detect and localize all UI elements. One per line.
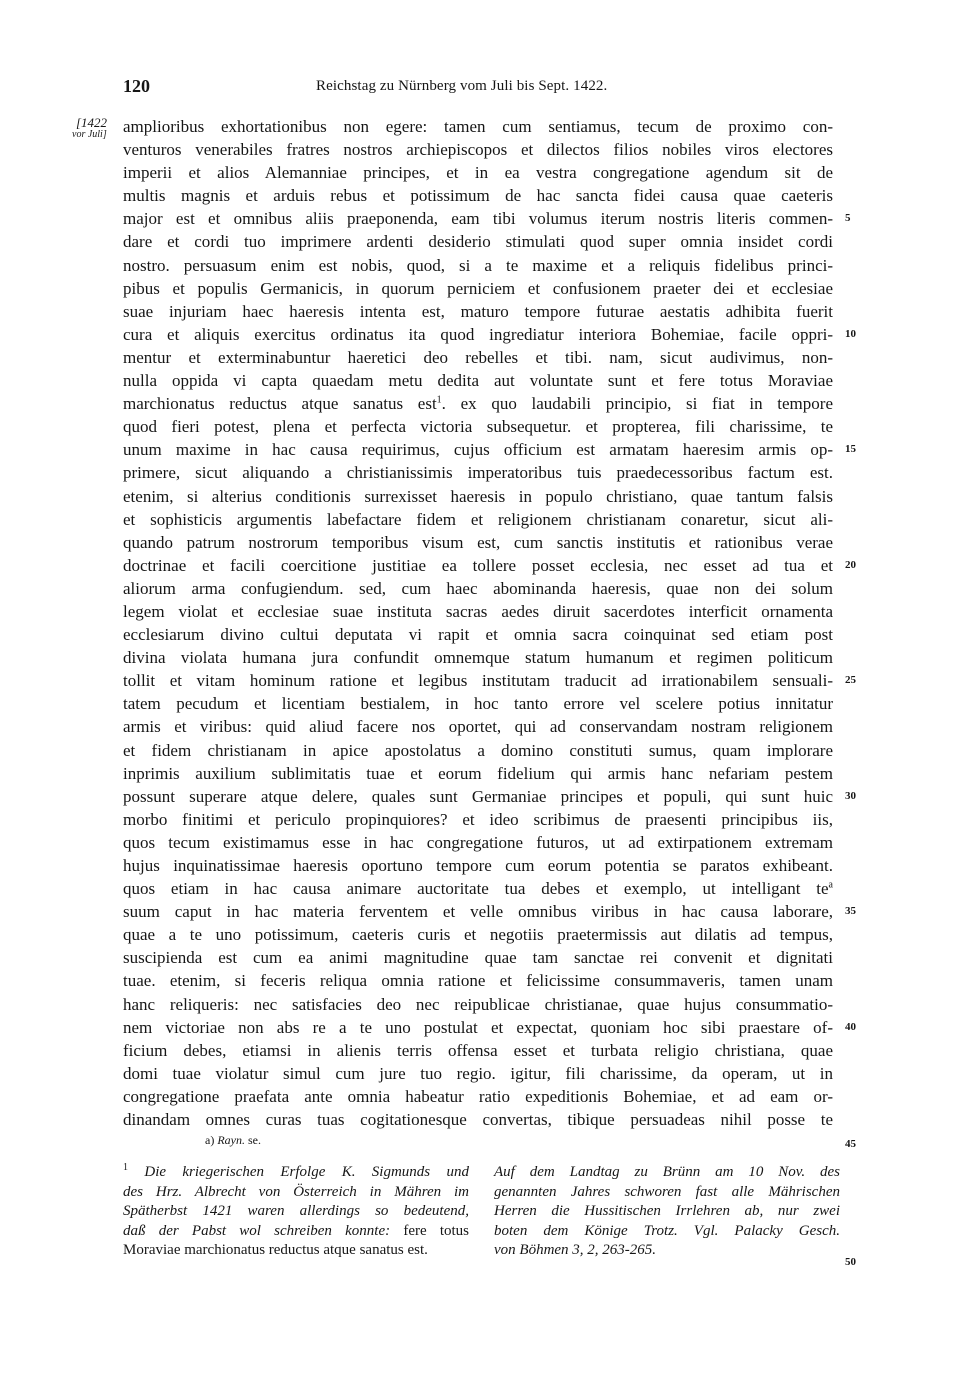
footnote-right-column — [494, 1163, 840, 1261]
text-line-42: domi tuae violatur simul cum jure tuo regio. igitur, fili charissime, da operam, ut in — [123, 1063, 833, 1083]
text-line-31: morbo finitimi et periculo propinquiores? et ideo scribimus de praesenti principibus iis, — [123, 809, 833, 829]
line-number-15: 15 — [845, 443, 856, 455]
footnote-line-4-quote: fere totus — [403, 1222, 470, 1239]
footnote-line-4-italic: daß der Pabst wol schreiben konnte: — [123, 1222, 391, 1239]
footnote-right-line-4: boten dem Könige Trotz. Vgl. Palacky Gesch. — [494, 1222, 840, 1239]
line-number-35: 35 — [845, 905, 856, 917]
text-line-38: tuae. etenim, si feceris reliqua omnia ratione et felicissime consummaveris, tamen unam — [123, 971, 833, 991]
footnote-right-line-5: von Böhmen 3, 2, 263-265. — [494, 1242, 657, 1259]
text-line-23: ecclesiarum divino cultui deputata vi rapit et omnia sacra coinquinat sed etiam post — [123, 625, 833, 645]
text-line-34-text: quos etiam in hac causa animare auctoritate tua debes et exemplo, ut intelligant te — [123, 879, 829, 899]
text-line-39: hanc reliqueris: nec satisfacies deo nec reipublicae christianae, quae hujus consummatio- — [123, 994, 833, 1014]
text-line-21: aliorum arma confugiendum. sed, cum haec abominanda haeresis, quae non dei solum — [123, 578, 833, 598]
line-number-50: 50 — [845, 1256, 856, 1268]
line-number-20: 20 — [845, 559, 856, 571]
footnote-marker: 1 — [123, 1162, 128, 1173]
variant-note — [205, 1133, 261, 1148]
text-line-32: quos tecum existimamus esse in hac congregatione futuros, ut ad extirpationem extremam — [123, 832, 833, 852]
footnote-line-5: Moraviae marchionatus reductus atque sanatus est. — [123, 1242, 428, 1259]
text-line-13: marchionatus reductus atque sanatus est$^1$. ex quo laudabili principio, si fiat in tempore — [123, 394, 833, 414]
page-header — [123, 76, 833, 102]
text-line-25: tollit et vitam hominum ratione et legibus institutam traducit ad irrationabilem sensuali- — [123, 671, 833, 691]
text-line-26: tatem pecudum et licentiam bestialem, in hoc tanto errore vel scelere potius innitatur — [123, 694, 833, 714]
text-line-6: dare et cordi tuo imprimere ardenti desiderio stimulati quod super omnia insidet cordi — [123, 232, 833, 252]
text-line-1: amplioribus exhortationibus non egere: tamen cum sentiamus, tecum de proximo con- — [123, 117, 833, 136]
text-line-9: suae injuriam haec haeresis intenta est, maturo tempore futurae aestatis adhibita fuerit — [123, 301, 833, 321]
text-line-29: inprimis auxilium sublimitatis tuae et eorum fidelium qui armis hanc nefariam pestem — [123, 763, 833, 783]
text-line-43: congregatione praefata ante omnia habeatur ratio expeditionis Bohemiae, et ad eam or- — [123, 1086, 833, 1106]
footnote-line-4 — [123, 1222, 469, 1242]
text-line-7: nostro. persuasum enim est nobis, quod, si a te maxime et a reliquis fidelibus princi- — [123, 255, 833, 275]
text-line-44: dinandam omnes curas tuas cogitationesque convertas, tibique persuadeas nihil posse te — [123, 1110, 833, 1130]
main-text — [123, 115, 833, 1131]
text-line-4: multis magnis et arduis rebus et potissimum de hac sancta fidei causa quae caeteris — [123, 186, 833, 206]
footnote-line-2: des Hrz. Albrecht von Österreich in Mähren im — [123, 1183, 469, 1200]
text-line-33: hujus inquinatissimae haeresis oportuno tempore cum eorum potentia se paratos exhibeant. — [123, 856, 833, 875]
text-line-11: mentur et exterminabuntur haeretici deo rebelles et tibi. nam, sicut audivimus, non- — [123, 347, 833, 367]
footnote-right-line-1: Auf dem Landtag zu Brünn am 10 Nov. des — [494, 1164, 840, 1180]
text-line-16: primere, sicut aliquando a christianissimis imperatoribus tuis praedecessoribus factum est. — [123, 463, 833, 483]
footnote-right-line-2: genannten Jahres schworen fast alle Mährischen — [494, 1183, 840, 1200]
variant-note-label: a) — [205, 1133, 215, 1147]
text-line-24: divina violata humana jura confundit omnemque statum humanum et regimen politicum — [123, 648, 833, 668]
footnote-right-line-3: Herren die Hussitischen Irrlehren ab, nur zwei — [494, 1203, 840, 1220]
text-line-40: nem victoriae non abs re a te uno postulat et expectat, quoniam hoc sibi praestare of- — [123, 1017, 833, 1037]
text-line-10: cura et aliquis exercitus ordinatus ita quod ingrediatur interiora Bohemiae, facile oppri- — [123, 324, 833, 344]
text-line-12: nulla oppida vi capta quaedam metu dedita aut voluntate sunt et fere totus Moraviae — [123, 371, 833, 391]
footnote-reference: 1 — [436, 394, 442, 406]
line-number-25: 25 — [845, 674, 856, 686]
text-line-2: venturos venerabiles fratres nostros archiepiscopos et dilectos filios nobiles viros electores — [123, 140, 833, 160]
text-line-17: etenim, si alterius conditionis surrexisset haeresis in populo christiano, quae tantum falsis — [123, 486, 833, 506]
text-line-19: quando patrum nostrorum temporibus visum est, cum sanctis institutis et rationibus verae — [123, 532, 833, 552]
footnote-line-1 — [123, 1163, 469, 1183]
text-line-20: doctrinae et facili coercitione justitiae ea tollere posset ecclesia, nec esset ad tua et — [123, 555, 833, 575]
text-line-3: imperii et alios Alemanniae principes, et in ea vestra congregatione agendum sit de — [123, 163, 833, 183]
line-number-5: 5 — [845, 212, 851, 224]
text-line-18: et sophisticis argumentis labefactare fidem et religionem christianam conaretur, sicut ali- — [123, 509, 833, 529]
line-number-45: 45 — [845, 1138, 856, 1150]
text-line-28: et fidem christianam in apice apostolatus a domino constituti sumus, quam implorare — [123, 740, 833, 760]
text-line-35: suum caput in hac materia ferventem et velle omnibus viribus in hac causa laborare, — [123, 902, 833, 922]
text-line-22: legem violat et ecclesiae suae instituta sacras aedes diruit sacerdotes interficit ornamenta — [123, 601, 833, 621]
footnote-line-1-text: Die kriegerischen Erfolge K. Sigmunds und — [144, 1164, 469, 1180]
text-line-27: armis et viribus: quid aliud facere nos oportet, qui ad conservandam nostram religionem — [123, 717, 833, 737]
text-line-13-start: marchionatus reductus atque sanatus est — [123, 394, 437, 414]
margin-date-year: [1422 — [76, 115, 108, 130]
text-line-41: ficium debes, etiamsi in alienis terris offensa esset et turbata religio christiana, quae — [123, 1040, 833, 1060]
text-line-34 — [123, 877, 833, 900]
text-line-15: unum maxime in hac causa requirimus, cujus officium est armatam haeresim armis op- — [123, 440, 833, 460]
line-number-30: 30 — [845, 790, 856, 802]
page-number: 120 — [123, 76, 150, 96]
text-line-36: quae a te uno potissimum, caeteris curis et negotiis praetermissis aut dilatis ad tempus, — [123, 925, 833, 945]
running-title: Reichstag zu Nürnberg vom Juli bis Sept. 1422. — [316, 78, 608, 94]
footnote-left-column — [123, 1163, 469, 1261]
variant-reference: a — [828, 879, 833, 891]
text-line-30: possunt superare atque delere, quales sunt Germaniae principes et populi, qui sunt huic — [123, 786, 833, 806]
variant-note-reading: se. — [247, 1133, 261, 1147]
text-line-37: suscipienda est cum ea animi magnitudine quae tam sanctae rei convenit et dignitati — [123, 948, 833, 968]
footnote-line-3: Spätherbst 1421 waren allerdings so bedeutend, — [123, 1203, 469, 1220]
variant-note-source: Rayn. — [217, 1133, 245, 1147]
margin-date-note — [72, 115, 124, 141]
text-line-8: pibus et populis Germanicis, in quorum perniciem et confusionem praeter dei et ecclesiae — [123, 278, 833, 298]
text-line-13-end: ex quo laudabili principio, si fiat in tempore — [460, 394, 833, 414]
line-number-40: 40 — [845, 1021, 856, 1033]
line-number-10: 10 — [845, 328, 856, 340]
text-line-14: quod fieri potest, plena et perfecta victoria subsequetur. et propterea, fili charissime, te — [123, 417, 833, 437]
text-line-5: major est et omnibus aliis praeponenda, eam tibi volumus iterum nostris literis commen- — [123, 209, 833, 229]
margin-date-month: vor Juli] — [72, 129, 107, 140]
